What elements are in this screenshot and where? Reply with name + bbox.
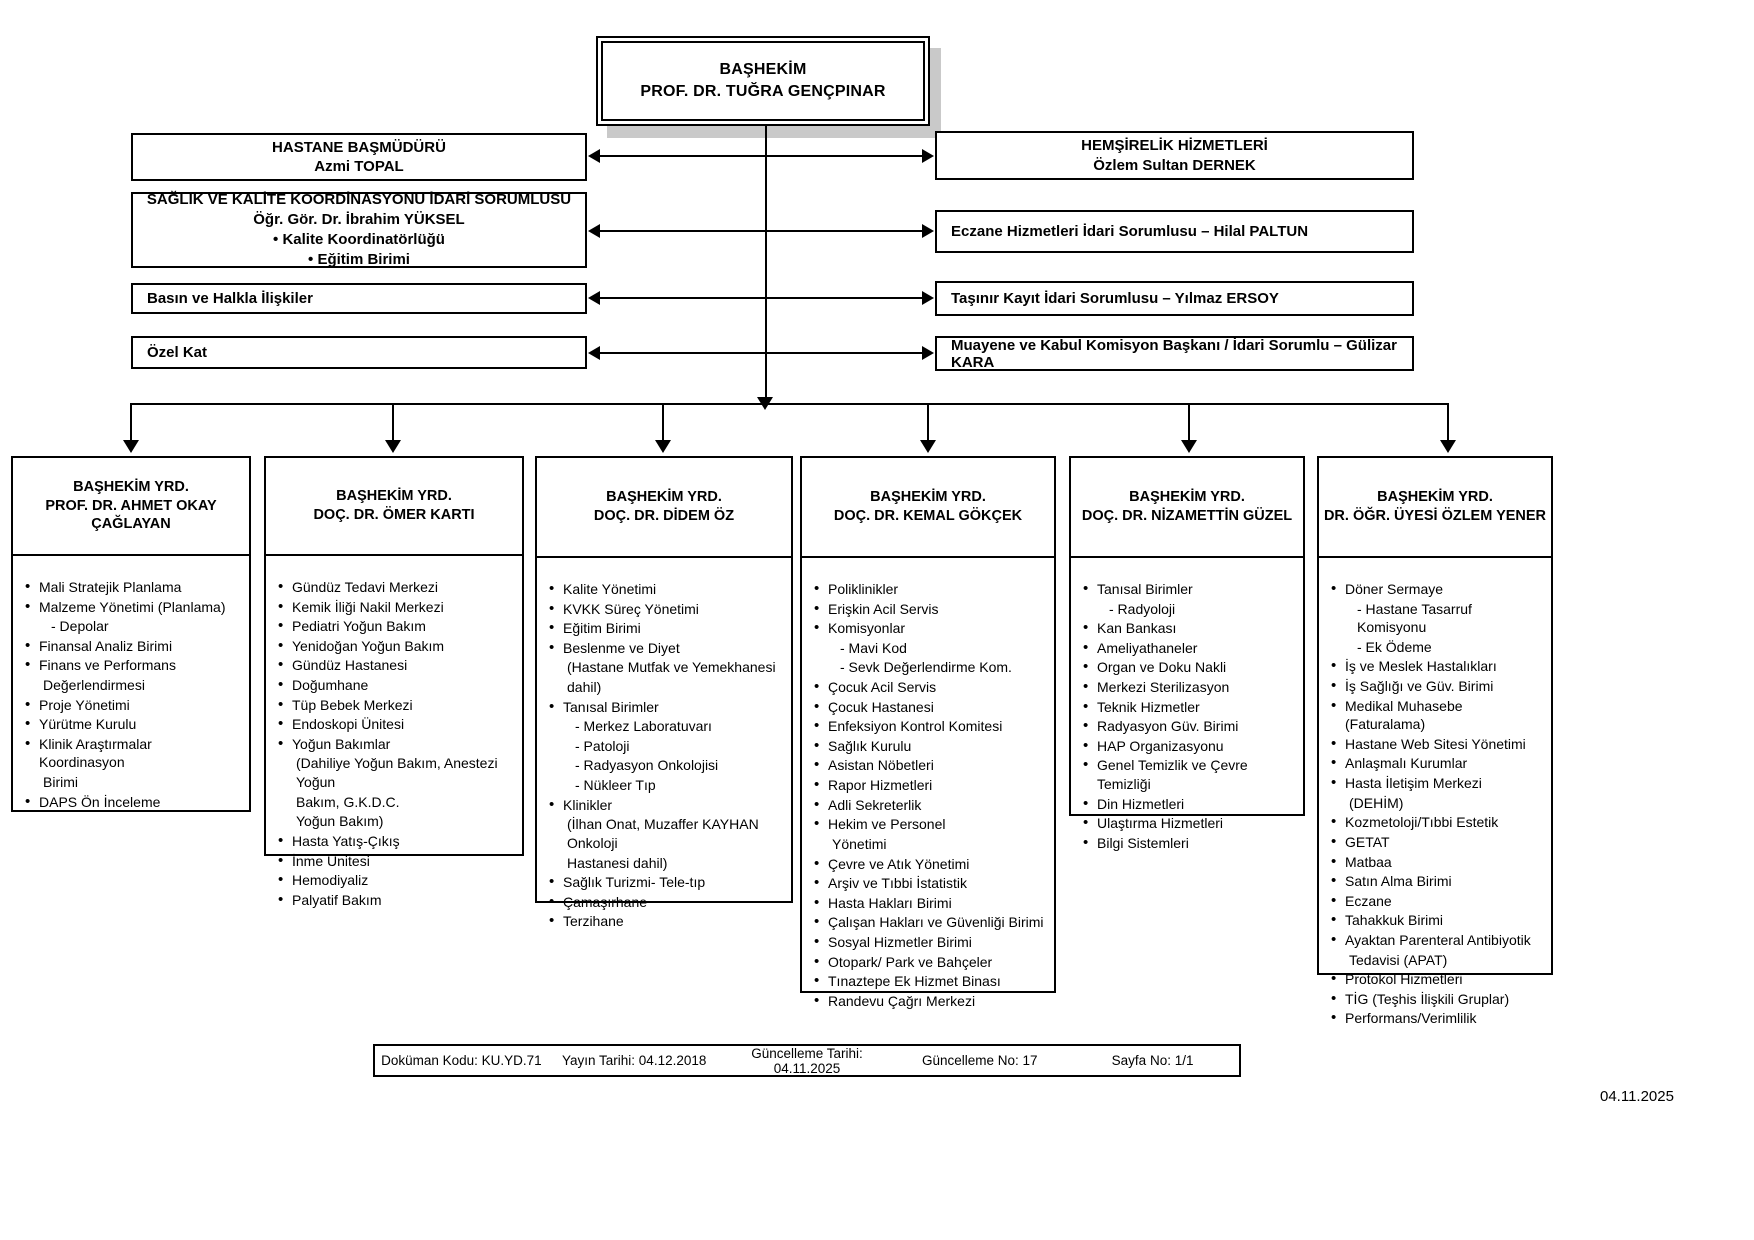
deputy-drop-4 xyxy=(927,403,929,444)
deputy-1-title: BAŞHEKİM YRD. xyxy=(73,478,189,495)
right-box-hemsirelik xyxy=(935,131,1414,180)
list-item: • Malzeme Yönetimi (Planlama) xyxy=(25,598,239,617)
list-item: • Proje Yönetimi xyxy=(25,696,239,715)
deputy-4-name: DOÇ. DR. KEMAL GÖKÇEK xyxy=(833,508,1023,524)
deputy-head-6 xyxy=(1317,456,1553,558)
list-item: - Depolar xyxy=(51,618,109,635)
left-box-0-line2: Azmi TOPAL xyxy=(314,158,404,175)
connector-row-3 xyxy=(599,297,923,299)
right-box-1-line1: Eczane Hizmetleri İdari Sorumlusu – Hilal PALTUN xyxy=(951,223,1309,240)
list-item: • Kan Bankası xyxy=(1083,619,1293,638)
list-item: • Ayaktan Parenteral Antibiyotik xyxy=(1331,931,1541,950)
list-item: • Beslenme ve Diyet xyxy=(549,639,781,658)
left-box-1-bullet1: • Kalite Koordinatörlüğü xyxy=(273,231,445,248)
left-box-0-line1: HASTANE BAŞMÜDÜRÜ xyxy=(272,138,446,156)
list-item: • Tüp Bebek Merkezi xyxy=(278,696,512,715)
list-item: • Bilgi Sistemleri xyxy=(1083,834,1293,853)
list-item: • Komisyonlar xyxy=(814,619,1044,638)
list-item: • TİG (Teşhis İlişkili Gruplar) xyxy=(1331,990,1541,1009)
left-box-1-line2: Öğr. Gör. Dr. İbrahim YÜKSEL xyxy=(253,211,465,229)
deputy-1-list xyxy=(25,578,239,811)
list-item: Değerlendirmesi xyxy=(43,677,145,694)
footer-publish-date: Yayın Tarihi: 04.12.2018 xyxy=(562,1053,707,1068)
list-item: • Kemik İliği Nakil Merkezi xyxy=(278,598,512,617)
left-box-3-line1: Özel Kat xyxy=(147,344,208,361)
footer-metadata-table xyxy=(373,1044,1241,1077)
list-item: • Kozmetoloji/Tıbbi Estetik xyxy=(1331,813,1541,832)
list-item: • Erişkin Acil Servis xyxy=(814,600,1044,619)
list-item: (İlhan Onat, Muzaffer KAYHAN Onkoloji xyxy=(567,816,763,851)
list-item: • Radyasyon Güv. Birimi xyxy=(1083,717,1293,736)
list-item: • Endoskopi Ünitesi xyxy=(278,715,512,734)
deputy-bus-line xyxy=(130,403,1447,405)
left-box-2-line1: Basın ve Halkla İlişkiler xyxy=(147,290,313,307)
list-item: • Kalite Yönetimi xyxy=(549,580,781,599)
right-box-0-line1: HEMŞİRELİK HİZMETLERİ xyxy=(1081,137,1268,155)
connector-row-3-arrow-left xyxy=(588,291,600,305)
list-item: • Yoğun Bakımlar xyxy=(278,735,512,754)
list-item: - Hastane Tasarruf Komisyonu xyxy=(1357,600,1476,636)
connector-row-3-arrow-right xyxy=(922,291,934,305)
right-box-tasinir-kayit xyxy=(935,281,1414,316)
list-item: • Performans/Verimlilik xyxy=(1331,1009,1541,1028)
footer-corner-date: 04.11.2025 xyxy=(1600,1088,1674,1105)
list-item: • Eğitim Birimi xyxy=(549,619,781,638)
deputy-4-list xyxy=(814,580,1044,1010)
list-item: - Radyasyon Onkolojisi xyxy=(575,757,719,774)
connector-row-1-arrow-left xyxy=(588,149,600,163)
list-item: • Teknik Hizmetler xyxy=(1083,698,1293,717)
list-item: • Protokol Hizmetleri xyxy=(1331,970,1541,989)
deputy-head-1 xyxy=(11,456,251,556)
deputy-drop-3 xyxy=(662,403,664,444)
list-item: • Çamaşırhane xyxy=(549,893,781,912)
list-item: • Ulaştırma Hizmetleri xyxy=(1083,814,1293,833)
list-item: - Sevk Değerlendirme Kom. xyxy=(840,659,1012,676)
footer-update-date: Güncelleme Tarihi: 04.11.2025 xyxy=(751,1045,863,1076)
deputy-6-title: BAŞHEKİM YRD. xyxy=(1377,489,1493,506)
list-item: - Mavi Kod xyxy=(840,639,907,656)
list-item: (DEHİM) xyxy=(1349,794,1404,811)
deputy-arrow-3 xyxy=(655,440,671,453)
list-item: • Terzihane xyxy=(549,912,781,931)
list-item: • Hekim ve Personel xyxy=(814,815,1044,834)
left-box-saglik-kalite xyxy=(131,192,587,268)
footer-page-no: Sayfa No: 1/1 xyxy=(1111,1053,1194,1068)
connector-row-4 xyxy=(599,352,923,354)
list-item: • Randevu Çağrı Merkezi xyxy=(814,992,1044,1011)
footer-update-no: Güncelleme No: 17 xyxy=(922,1053,1038,1068)
connector-row-2 xyxy=(599,230,923,232)
list-item: • Çalışan Hakları ve Güvenliği Birimi xyxy=(814,913,1044,932)
right-box-3-line1: Muayene ve Kabul Komisyon Başkanı / İdari Sorumlu – Gülizar KARA xyxy=(951,336,1397,371)
list-item: • Klinik Araştırmalar Koordinasyon xyxy=(25,735,239,772)
list-item: Bakım, G.K.D.C. xyxy=(296,793,400,810)
list-item: • HAP Organizasyonu xyxy=(1083,737,1293,756)
list-item: • Tahakkuk Birimi xyxy=(1331,911,1541,930)
chief-name: PROF. DR. TUĞRA GENÇPINAR xyxy=(640,83,886,100)
list-item: • Genel Temizlik ve Çevre Temizliği xyxy=(1083,756,1293,793)
list-item: • Otopark/ Park ve Bahçeler xyxy=(814,953,1044,972)
list-item: • Hastane Web Sitesi Yönetimi xyxy=(1331,735,1541,754)
list-item: • Çevre ve Atık Yönetimi xyxy=(814,855,1044,874)
list-item: Hastanesi dahil) xyxy=(567,854,668,871)
list-item: • Çocuk Acil Servis xyxy=(814,678,1044,697)
deputy-2-name: DOÇ. DR. ÖMER KARTI xyxy=(313,507,475,523)
list-item: (Hastane Mutfak ve Yemekhanesi xyxy=(567,659,776,676)
list-item: • Sosyal Hizmetler Birimi xyxy=(814,933,1044,952)
list-item: - Ek Ödeme xyxy=(1357,638,1432,655)
connector-row-4-arrow-left xyxy=(588,346,600,360)
left-box-basin-halkla-iliskiler xyxy=(131,283,587,314)
deputy-drop-5 xyxy=(1188,403,1190,444)
deputy-arrow-5 xyxy=(1181,440,1197,453)
deputy-5-name: DOÇ. DR. NİZAMETTİN GÜZEL xyxy=(1081,508,1293,524)
deputy-body-2 xyxy=(264,556,524,908)
list-item: • Tınaztepe Ek Hizmet Binası xyxy=(814,972,1044,991)
deputy-head-5 xyxy=(1069,456,1305,558)
list-item: • Döner Sermaye xyxy=(1331,580,1541,599)
deputy-5-title: BAŞHEKİM YRD. xyxy=(1129,489,1245,506)
deputy-body-3 xyxy=(535,558,793,930)
left-box-ozel-kat xyxy=(131,336,587,369)
list-item: • DAPS Ön İnceleme xyxy=(25,793,239,812)
deputy-arrow-6 xyxy=(1440,440,1456,453)
deputy-6-name: DR. ÖĞR. ÜYESİ ÖZLEM YENER xyxy=(1323,508,1547,524)
list-item: • Poliklinikler xyxy=(814,580,1044,599)
connector-row-1 xyxy=(599,155,923,157)
list-item: • İş Sağlığı ve Güv. Birimi xyxy=(1331,677,1541,696)
list-item: • Hasta Hakları Birimi xyxy=(814,894,1044,913)
deputy-head-3 xyxy=(535,456,793,558)
list-item: • Medikal Muhasebe (Faturalama) xyxy=(1331,697,1541,734)
list-item: • Anlaşmalı Kurumlar xyxy=(1331,754,1541,773)
right-box-muayene-kabul xyxy=(935,336,1414,371)
list-item: - Patoloji xyxy=(575,737,630,754)
list-item: • Palyatif Bakım xyxy=(278,891,512,910)
list-item: - Nükleer Tıp xyxy=(575,777,656,794)
right-box-eczane xyxy=(935,210,1414,253)
list-item: • İş ve Meslek Hastalıkları xyxy=(1331,657,1541,676)
list-item: dahil) xyxy=(567,679,602,696)
list-item: • Din Hizmetleri xyxy=(1083,795,1293,814)
deputy-3-name: DOÇ. DR. DİDEM ÖZ xyxy=(593,508,735,524)
deputy-drop-1 xyxy=(130,403,132,444)
list-item: • Hasta İletişim Merkezi xyxy=(1331,774,1541,793)
list-item: Birimi xyxy=(43,774,78,791)
list-item: • Hemodiyaliz xyxy=(278,871,512,890)
right-box-0-line2: Özlem Sultan DERNEK xyxy=(1093,156,1256,174)
list-item: - Merkez Laboratuvarı xyxy=(575,718,712,735)
list-item: • Finans ve Performans xyxy=(25,656,239,675)
list-item: • Organ ve Doku Nakli xyxy=(1083,658,1293,677)
list-item: • Finansal Analiz Birimi xyxy=(25,637,239,656)
deputy-body-6 xyxy=(1317,558,1553,1027)
deputy-arrow-1 xyxy=(123,440,139,453)
list-item: • KVKK Süreç Yönetimi xyxy=(549,600,781,619)
deputy-body-5 xyxy=(1069,558,1305,851)
deputy-5-list xyxy=(1083,580,1293,853)
deputy-body-4 xyxy=(800,558,1056,1009)
deputy-arrow-4 xyxy=(920,440,936,453)
deputy-head-2 xyxy=(264,456,524,556)
deputy-arrow-2 xyxy=(385,440,401,453)
deputy-2-title: BAŞHEKİM YRD. xyxy=(336,488,452,505)
deputy-drop-6 xyxy=(1447,403,1449,444)
list-item: Tedavisi (APAT) xyxy=(1349,951,1448,968)
left-box-hastane-basmuduru xyxy=(131,133,587,181)
list-item: • Pediatri Yoğun Bakım xyxy=(278,617,512,636)
connector-row-4-arrow-right xyxy=(922,346,934,360)
list-item: • Doğumhane xyxy=(278,676,512,695)
list-item: • Gündüz Tedavi Merkezi xyxy=(278,578,512,597)
deputy-1-name: PROF. DR. AHMET OKAY ÇAĞLAYAN xyxy=(45,497,217,533)
list-item: • Hasta Yatış-Çıkış xyxy=(278,832,512,851)
list-item: • Ameliyathaneler xyxy=(1083,639,1293,658)
list-item: • Rapor Hizmetleri xyxy=(814,776,1044,795)
list-item: - Radyoloji xyxy=(1109,600,1176,617)
deputy-3-list xyxy=(549,580,781,931)
list-item: • Asistan Nöbetleri xyxy=(814,756,1044,775)
list-item: • Satın Alma Birimi xyxy=(1331,872,1541,891)
deputy-head-4 xyxy=(800,456,1056,558)
chief-title: BAŞHEKİM xyxy=(719,61,807,79)
list-item: • Matbaa xyxy=(1331,853,1541,872)
deputy-3-title: BAŞHEKİM YRD. xyxy=(606,489,722,506)
list-item: • Merkezi Sterilizasyon xyxy=(1083,678,1293,697)
list-item: (Dahiliye Yoğun Bakım, Anestezi Yoğun xyxy=(296,755,502,791)
list-item: • Eczane xyxy=(1331,892,1541,911)
list-item: Yoğun Bakım) xyxy=(296,813,384,830)
list-item: • Arşiv ve Tıbbi İstatistik xyxy=(814,874,1044,893)
deputy-4-title: BAŞHEKİM YRD. xyxy=(870,489,986,506)
list-item: • Sağlık Turizmi- Tele-tıp xyxy=(549,873,781,892)
list-item: • Sağlık Kurulu xyxy=(814,737,1044,756)
list-item: • Yenidoğan Yoğun Bakım xyxy=(278,637,512,656)
list-item: • Tanısal Birimler xyxy=(549,698,781,717)
right-box-2-line1: Taşınır Kayıt İdari Sorumlusu – Yılmaz ERSOY xyxy=(951,290,1279,307)
list-item: • Mali Stratejik Planlama xyxy=(25,578,239,597)
connector-row-1-arrow-right xyxy=(922,149,934,163)
footer-doc-code: Doküman Kodu: KU.YD.71 xyxy=(381,1053,542,1068)
chief-physician-box xyxy=(596,36,930,126)
list-item: • Yürütme Kurulu xyxy=(25,715,239,734)
left-box-1-line1: SAĞLIK VE KALİTE KOORDİNASYONU İDARİ SORUMLUSU xyxy=(146,191,572,209)
list-item: • İnme Ünitesi xyxy=(278,852,512,871)
list-item: • Enfeksiyon Kontrol Komitesi xyxy=(814,717,1044,736)
list-item: Yönetimi xyxy=(832,835,887,852)
deputy-2-list xyxy=(278,578,512,909)
list-item: • Tanısal Birimler xyxy=(1083,580,1293,599)
left-box-1-bullet2: • Eğitim Birimi xyxy=(308,250,410,268)
deputy-body-1 xyxy=(11,556,251,812)
list-item: • Adli Sekreterlik xyxy=(814,796,1044,815)
list-item: • Gündüz Hastanesi xyxy=(278,656,512,675)
deputy-drop-2 xyxy=(392,403,394,444)
list-item: • Klinikler xyxy=(549,796,781,815)
list-item: • Çocuk Hastanesi xyxy=(814,698,1044,717)
deputy-6-list xyxy=(1331,580,1541,1028)
connector-row-2-arrow-left xyxy=(588,224,600,238)
list-item: • GETAT xyxy=(1331,833,1541,852)
connector-row-2-arrow-right xyxy=(922,224,934,238)
chief-trunk-line xyxy=(765,126,767,405)
